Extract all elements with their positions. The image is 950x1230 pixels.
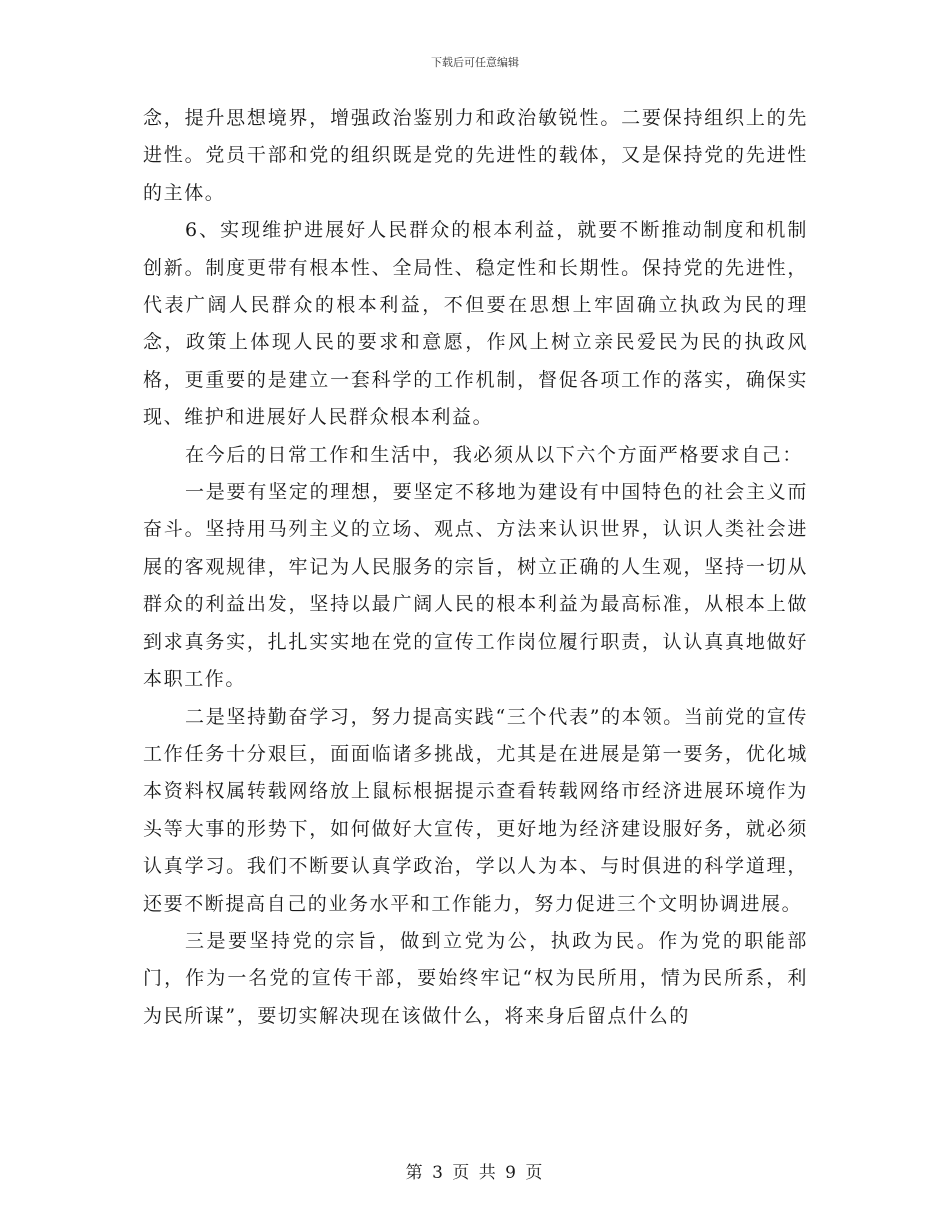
paragraph-2: 6、实现维护进展好人民群众的根本利益，就要不断推动制度和机制创新。制度更带有根本性、全局性、稳定性和长期性。保持党的先进性，代表广阔人民群众的根本利益，不但要在思想上牢固确立执政为民的理念，政策上体现人民的要求和意愿，作风上树立亲民爱民为民的执政风格，更重要的是建立一套科学的工作机制，督促各项工作的落实，确保实现、维护和进展好人民群众根本利益。 <box>143 219 808 429</box>
paragraph-4: 一是要有坚定的理想，要坚定不移地为建设有中国特色的社会主义而奋斗。坚持用马列主义的立场、观点、方法来认识世界，认识人类社会进展的客观规律，牢记为人民服务的宗旨，树立正确的人生观，坚持一切从群众的利益出发，坚持以最广阔人民的根本利益为最高标准，从根本上做到求真务实，扎扎实实地在党的宣传工作岗位履行职责，认认真真地做好本职工作。 <box>143 481 808 691</box>
paragraph-5: 二是坚持勤奋学习，努力提高实践“三个代表”的本领。当前党的宣传工作任务十分艰巨，面面临诸多挑战，尤其是在进展是第一要务，优化城本资料权属转载网络放上鼠标根据提示查看转载网络市经济进展环境作为头等大事的形势下，如何做好大宣传，更好地为经济建设服好务，就必须认真学习。我们不断要认真学政治，学以人为本、与时俱进的科学道理，还要不断提高自己的业务水平和工作能力，努力促进三个文明协调进展。 <box>143 705 808 915</box>
paragraph-6: 三是要坚持党的宗旨，做到立党为公，执政为民。作为党的职能部门，作为一名党的宣传干部，要始终牢记“权为民所用，情为民所系，利为民所谋”，要切实解决现在该做什么，将来身后留点什么的 <box>143 929 808 1027</box>
paragraph-1: 念，提升思想境界，增强政治鉴别力和政治敏锐性。二要保持组织上的先进性。党员干部和党的组织既是党的先进性的载体，又是保持党的先进性的主体。 <box>143 107 808 204</box>
page-number-footer: 第 3 页 共 9 页 <box>405 1163 545 1183</box>
paragraph-3: 在今后的日常工作和生活中，我必须从以下六个方面严格要求自己： <box>185 443 804 466</box>
document-body <box>143 100 808 1035</box>
page-header: 下载后可任意编辑 <box>431 56 519 69</box>
